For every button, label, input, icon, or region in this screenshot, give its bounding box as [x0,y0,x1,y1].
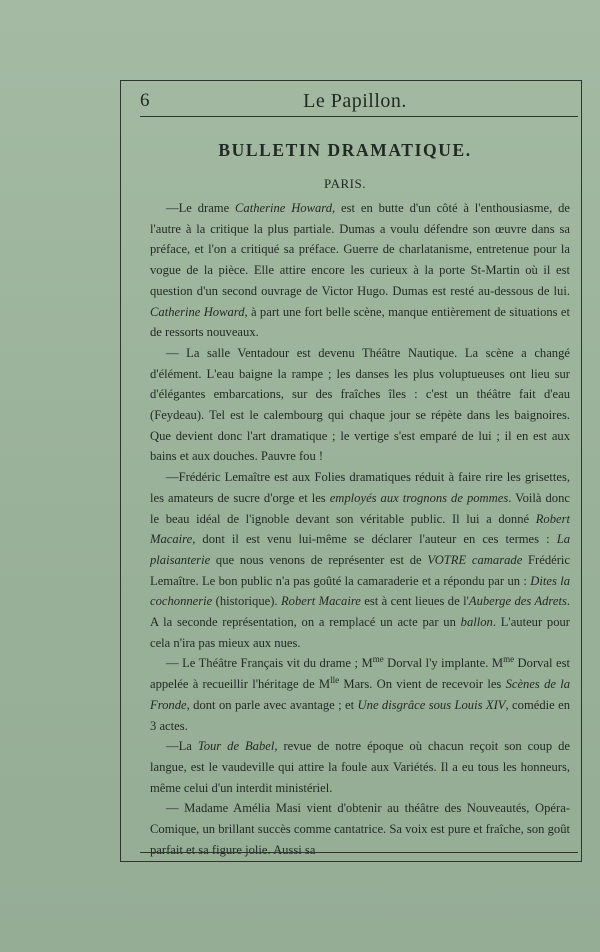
text-run: , est en butte d'un côté à l'enthousiasme, de l'autre à la critique la plus partiale. Dumas a voulu défendre son œuvre dans sa préface, et l'on a critiqué sa préface. Guerre de charlatanisme, entretenue pour la vogue de la pièce. Elle attire encore les curieux à la porte St-Martin où il est question d'un second ouvrage de Victor Hugo. Dumas est resté au-dessous de lui. [150,201,570,298]
superscript-run: me [372,654,384,665]
text-run: , à part une fort belle scène, manque entièrement de situations et de ressorts nouveaux. [150,304,571,340]
italic-run: Une disgrâce sous Louis XIV [357,697,506,712]
paragraph [150,736,570,798]
paragraph [150,467,570,653]
text-run: Dorval est appelée à recueillir l'héritage de M [150,656,571,692]
italic-run: Catherine Howard [150,304,245,319]
text-run: Frédéric Lemaître. Le bon public n'a pas goûté la camaraderie et a répondu par un : [150,552,570,588]
italic-run: Catherine Howard [235,201,333,215]
italic-run: Tour de Babel [197,739,275,754]
text-run: . Voilà donc le beau idéal de l'ignoble devant son véritable public. Il lui a donné [150,490,570,526]
running-head: Le Papillon. [303,90,407,112]
paragraph [150,653,570,736]
page-header [140,86,570,114]
article-body [150,198,570,861]
paragraph [150,198,570,343]
header-rule [140,116,578,117]
text-run: (historique). [212,594,281,609]
page-number: 6 [140,90,150,111]
italic-run: VOTRE camarade [427,552,523,567]
italic-run: ballon [460,615,493,630]
text-run: , dont il est venu lui-même se déclarer l'auteur en ces termes : [192,532,557,547]
superscript-run: me [503,654,515,665]
text-run: —La [166,739,198,754]
italic-run: employés aux trognons de pommes [329,490,509,505]
text-run: — La salle Ventadour est devenu Théâtre Nautique. La scène a changé d'élément. L'eau baigne la rampe ; les danses les plus voluptueuses ont lieu sur d'élégantes embarcations, sur des fraîches îles : c'est un théâtre fait d'eau (Feydeau). Tel est le calembourg qui chaque jour se répète dans les baignoires. Que devient donc l'art dramatique ; le vertige s'est emparé de lui ; il en est aux bains et aux douches. Pauvre fou ! [150,345,570,464]
text-run: est à cent lieues de l' [360,594,469,609]
text-run: —Frédéric Lemaître est aux Folies dramatiques réduit à faire rire les grisettes, les amateurs de sucre d'orge et les [150,470,570,505]
text-run: . L'auteur pour cela n'ira pas mieux aux nues. [150,615,570,650]
text-run: , comédie en 3 actes. [150,697,571,733]
italic-run: Scènes de la Fronde [150,677,570,712]
footer-rule [140,852,578,853]
text-run: que nous venons de représenter est de [210,552,428,567]
italic-run: Robert Macaire [280,594,361,609]
paragraph [150,343,570,467]
text-run: . A la seconde représentation, on a remplacé un acte par un [150,594,571,630]
article-title: BULLETIN DRAMATIQUE. [218,140,472,160]
superscript-run: lle [330,674,340,685]
article-dateline: PARIS. [324,176,366,191]
italic-run: Dites la cochonnerie [150,573,571,609]
italic-run: La plaisanterie [150,532,570,567]
text-run: — Le Théâtre Français vit du drame ; M [166,656,373,671]
text-run: — Madame Amélia Masi vient d'obtenir au théâtre des Nouveautés, Opéra-Comique, un brillant succès comme cantatrice. Sa voix est pure et fraîche, son goût parfait et sa figure jolie. Aussi sa [150,801,570,857]
text-run: —Le drame [166,201,236,215]
text-run: Dorval l'y implante. M [383,656,504,671]
text-run: Mars. On vient de recevoir les [339,677,506,692]
italic-run: Robert Macaire [150,511,570,547]
italic-run: Auberge des Adrets [468,594,567,609]
text-run: , revue de notre époque où chacun reçoit son coup de langue, est le vaudeville qui attire la foule aux Variétés. Il a eu tous les honneurs, même celui d'un interdit ministériel. [150,739,571,795]
text-run: , dont on parle avec avantage ; et [186,697,358,712]
